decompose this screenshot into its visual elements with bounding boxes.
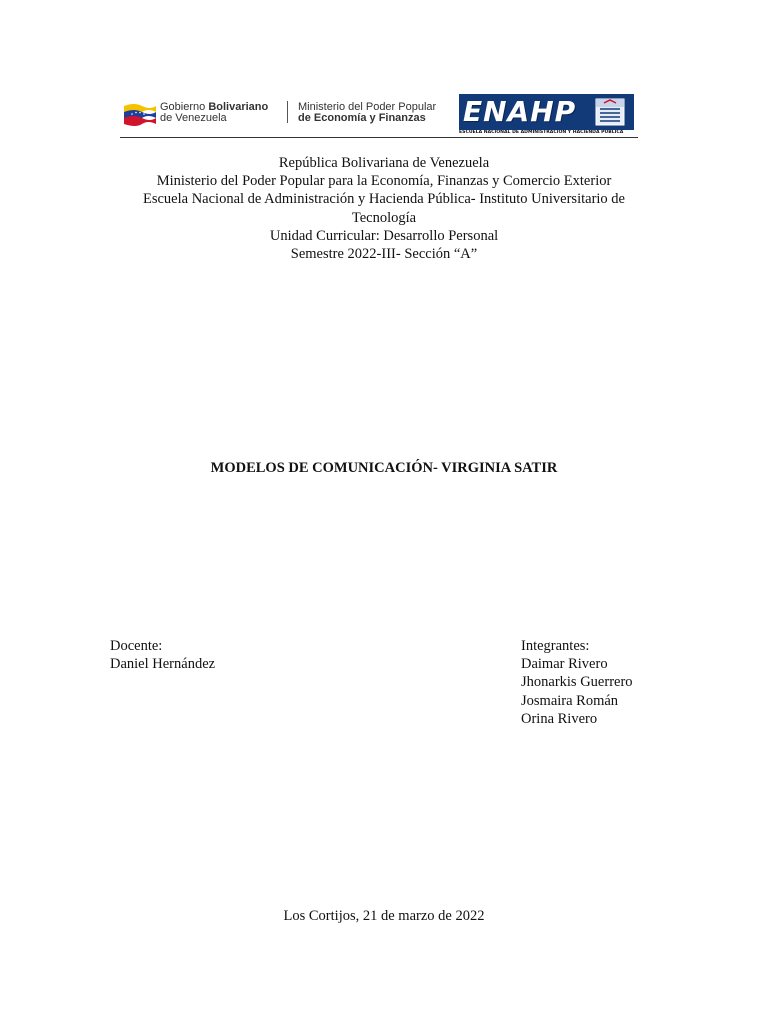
institution-line: República Bolivariana de Venezuela — [278, 155, 490, 171]
integrante-name: Daimar Rivero — [521, 656, 608, 673]
docente-label: Docente: — [110, 638, 163, 654]
document-title: MODELOS DE COMUNICACIÓN- VIRGINIA SATIR — [210, 460, 558, 476]
institution-line: Ministerio del Poder Popular para la Economía, Finanzas y Comercio Exterior — [156, 173, 612, 190]
header-banner — [120, 92, 638, 140]
institution-line: Unidad Curricular: Desarrollo Personal — [269, 227, 499, 244]
institution-line: Semestre 2022-III- Sección “A” — [290, 246, 478, 263]
integrantes-label: Integrantes: — [521, 638, 590, 654]
institution-line: Escuela Nacional de Administración y Hacienda Pública- Instituto Universitario de — [143, 191, 625, 208]
docente-name: Daniel Hernández — [110, 656, 216, 673]
place-date: Los Cortijos, 21 de marzo de 2022 — [283, 908, 485, 924]
venezuela-flag-icon — [122, 100, 158, 128]
integrante-name: Orina Rivero — [521, 710, 598, 727]
gov-logo-line2: de Venezuela — [160, 112, 227, 124]
ministry-line2: de Economía y Finanzas — [298, 112, 426, 124]
docente-block — [110, 637, 215, 673]
integrante-name: Jhonarkis Guerrero — [521, 674, 633, 691]
banner-divider-line — [120, 137, 638, 138]
government-logo — [120, 92, 450, 132]
institution-line: Tecnología — [351, 209, 417, 226]
enahp-logo-subtitle: ESCUELA NACIONAL DE ADMINISTRACIÓN Y HACIENDA PÚBLICA — [459, 130, 624, 135]
gov-logo-line1: Gobierno Bolivariano — [160, 101, 269, 113]
integrantes-block — [521, 637, 633, 728]
institution-header — [110, 154, 658, 263]
enahp-logo-text: ENAHP — [463, 95, 577, 128]
enahp-logo — [459, 94, 634, 130]
logo-divider — [287, 101, 288, 123]
ministry-line1: Ministerio del Poder Popular — [298, 101, 437, 113]
enahp-emblem-icon — [590, 97, 630, 127]
integrante-name: Josmaira Román — [521, 692, 619, 709]
